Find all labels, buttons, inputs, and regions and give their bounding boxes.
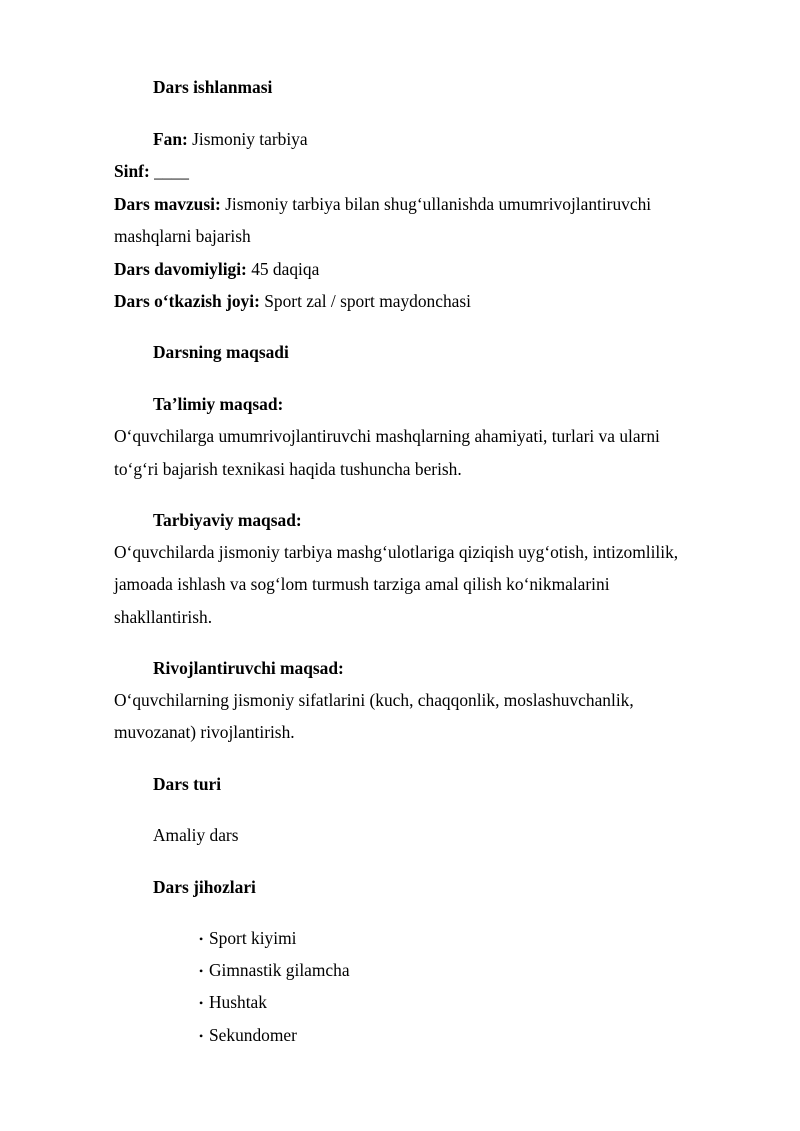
mavzu-label: Dars mavzusi: (114, 194, 221, 214)
list-item-label: Sekundomer (209, 1025, 297, 1045)
sinf-line (114, 161, 189, 181)
tarbiyaviy-line1: O‘quvchilarda jismoniy tarbiya mashg‘ulotlariga qiziqish uyg‘otish, intizomlilik, (114, 542, 679, 562)
mavzu-value-line2: mashqlarni bajarish (114, 226, 251, 246)
joy-line (114, 291, 471, 311)
turi-heading: Dars turi (153, 774, 222, 794)
document-title: Dars ishlanmasi (153, 77, 273, 97)
joy-label: Dars o‘tkazish joyi: (114, 291, 260, 311)
mavzu-value-line1: Jismoniy tarbiya bilan shug‘ullanishda umumrivojlantiruvchi (220, 194, 652, 214)
list-item (199, 1025, 297, 1046)
fan-line (153, 129, 308, 149)
list-item (199, 960, 350, 981)
list-item-label: Sport kiyimi (209, 928, 297, 948)
jihozlar-heading: Dars jihozlari (153, 877, 256, 897)
talimiy-heading: Ta’limiy maqsad: (153, 394, 284, 414)
rivojlantiruvchi-line2: muvozanat) rivojlantirish. (114, 722, 295, 742)
tarbiyaviy-line3: shakllantirish. (114, 607, 213, 627)
sinf-label: Sinf: (114, 161, 150, 181)
talimiy-line2: to‘g‘ri bajarish texnikasi haqida tushuncha berish. (114, 459, 462, 479)
mavzu-line (114, 194, 651, 214)
davomiylik-label: Dars davomiyligi: (114, 259, 247, 279)
fan-label: Fan: (153, 129, 188, 149)
bullet-icon: • (199, 932, 204, 946)
fan-value: Jismoniy tarbiya (187, 129, 308, 149)
rivojlantiruvchi-line1: O‘quvchilarning jismoniy sifatlarini (kuch, chaqqonlik, moslashuvchanlik, (114, 690, 634, 710)
tarbiyaviy-line2: jamoada ishlash va sog‘lom turmush tarziga amal qilish ko‘nikmalarini (114, 574, 610, 594)
list-item-label: Hushtak (209, 992, 267, 1012)
list-item-label: Gimnastik gilamcha (209, 960, 350, 980)
joy-value: Sport zal / sport maydonchasi (259, 291, 471, 311)
bullet-icon: • (199, 996, 204, 1010)
tarbiyaviy-heading: Tarbiyaviy maqsad: (153, 510, 302, 530)
rivojlantiruvchi-heading: Rivojlantiruvchi maqsad: (153, 658, 344, 678)
list-item (199, 992, 267, 1013)
talimiy-line1: O‘quvchilarga umumrivojlantiruvchi mashqlarning ahamiyati, turlari va ularni (114, 426, 660, 446)
list-item (199, 928, 296, 949)
davomiylik-value: 45 daqiqa (246, 259, 320, 279)
sinf-value: ____ (149, 161, 189, 181)
bullet-icon: • (199, 1029, 204, 1043)
turi-value: Amaliy dars (153, 825, 239, 845)
maqsad-heading: Darsning maqsadi (153, 342, 289, 362)
davomiylik-line (114, 259, 319, 279)
bullet-icon: • (199, 964, 204, 978)
